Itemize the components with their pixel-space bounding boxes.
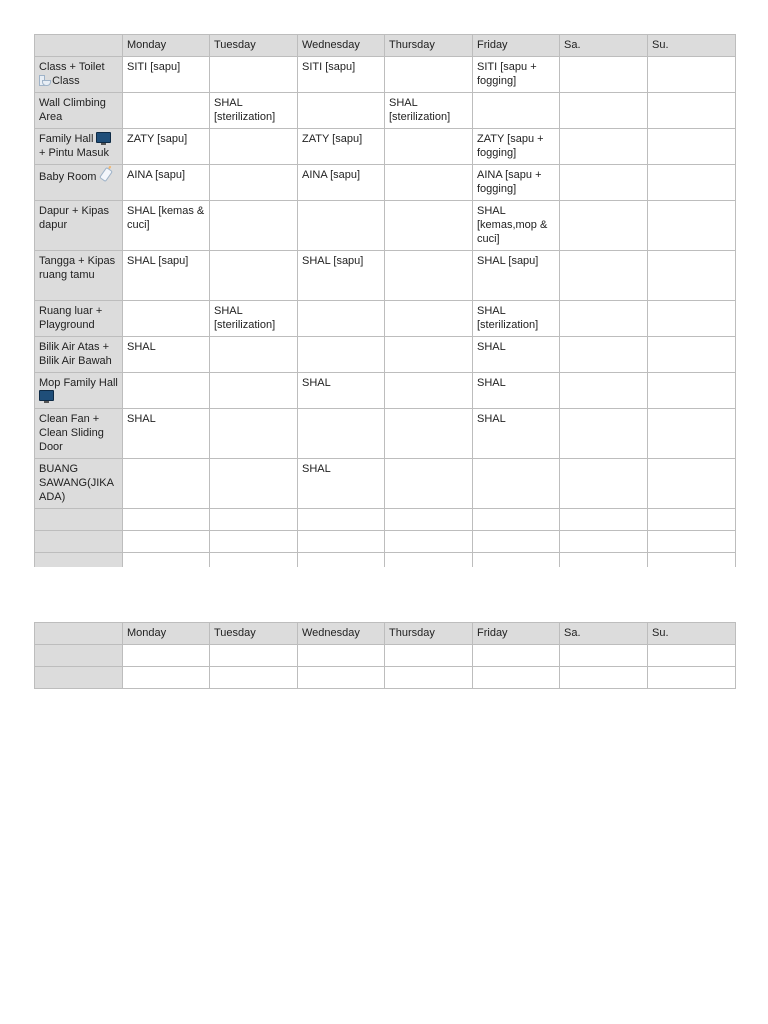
- table-cell[interactable]: [560, 301, 648, 337]
- row-label: Bilik Air Atas + Bilik Air Bawah: [39, 341, 112, 367]
- table-cell[interactable]: [473, 459, 560, 509]
- table-row: [35, 667, 736, 689]
- row-label-cell[interactable]: [35, 459, 123, 509]
- table-cell[interactable]: [210, 337, 298, 373]
- table-cell[interactable]: SHAL [kemas & cuci]: [123, 201, 210, 251]
- table-cell[interactable]: [298, 93, 385, 129]
- table-cell[interactable]: [385, 645, 473, 667]
- header-sunday[interactable]: Su.: [648, 623, 736, 645]
- table-cell[interactable]: [648, 459, 736, 509]
- header-tuesday[interactable]: Tuesday: [210, 623, 298, 645]
- table-cell[interactable]: [560, 57, 648, 93]
- table-cell[interactable]: [210, 409, 298, 459]
- row-label-suffix: Class: [52, 75, 80, 87]
- table-cell[interactable]: [385, 373, 473, 409]
- table-cell[interactable]: [298, 509, 385, 531]
- row-label-cell[interactable]: [35, 57, 123, 93]
- table-cell[interactable]: [210, 645, 298, 667]
- toilet-icon: [39, 75, 49, 86]
- row-label-cell[interactable]: [35, 667, 123, 689]
- row-label-cell[interactable]: [35, 373, 123, 409]
- tv-icon: [96, 132, 111, 143]
- header-wednesday[interactable]: Wednesday: [298, 623, 385, 645]
- row-label-suffix: + Pintu Masuk: [39, 147, 110, 159]
- row-label: Mop Family Hall: [39, 377, 118, 389]
- table-cell[interactable]: [648, 93, 736, 129]
- table-cell[interactable]: [210, 553, 298, 568]
- table-cell[interactable]: SHAL [sterilization]: [473, 301, 560, 337]
- table-row: [35, 337, 736, 373]
- table-cell[interactable]: [473, 531, 560, 553]
- table-cell[interactable]: SITI [sapu]: [123, 57, 210, 93]
- header-saturday[interactable]: Sa.: [560, 623, 648, 645]
- table-cell[interactable]: [123, 531, 210, 553]
- row-label-cell[interactable]: [35, 129, 123, 165]
- table-cell[interactable]: [385, 251, 473, 301]
- table-cell[interactable]: [473, 509, 560, 531]
- table-row: [35, 509, 736, 531]
- table-cell[interactable]: [123, 459, 210, 509]
- cleaning-schedule-table: [34, 34, 736, 567]
- table-cell[interactable]: SHAL: [123, 337, 210, 373]
- table-row: [35, 645, 736, 667]
- table-cell[interactable]: [648, 251, 736, 301]
- table-cell[interactable]: [385, 129, 473, 165]
- table-cell[interactable]: [385, 201, 473, 251]
- table-cell[interactable]: [648, 645, 736, 667]
- table-row: [35, 251, 736, 301]
- table-cell[interactable]: SHAL [sapu]: [123, 251, 210, 301]
- table-cell[interactable]: [298, 667, 385, 689]
- table-cell[interactable]: [560, 129, 648, 165]
- table-cell[interactable]: [473, 645, 560, 667]
- table-cell[interactable]: [385, 57, 473, 93]
- table-cell[interactable]: [473, 667, 560, 689]
- header-wednesday[interactable]: Wednesday: [298, 35, 385, 57]
- row-label-cell[interactable]: [35, 93, 123, 129]
- table-cell[interactable]: [648, 337, 736, 373]
- table-cell[interactable]: ZATY [sapu]: [298, 129, 385, 165]
- table-cell[interactable]: [385, 165, 473, 201]
- table-cell[interactable]: [473, 553, 560, 568]
- table-cell[interactable]: [210, 129, 298, 165]
- table-cell[interactable]: [560, 553, 648, 568]
- table-cell[interactable]: [123, 301, 210, 337]
- table-cell[interactable]: [210, 531, 298, 553]
- table-row: [35, 201, 736, 251]
- header-corner[interactable]: [35, 35, 123, 57]
- header-friday[interactable]: Friday: [473, 623, 560, 645]
- header-saturday[interactable]: Sa.: [560, 35, 648, 57]
- table-cell[interactable]: [560, 373, 648, 409]
- table-cell[interactable]: [560, 165, 648, 201]
- table-cell[interactable]: [298, 553, 385, 568]
- row-label-cell[interactable]: [35, 337, 123, 373]
- table-cell[interactable]: [648, 531, 736, 553]
- table-cell[interactable]: [648, 373, 736, 409]
- table-cell[interactable]: AINA [sapu]: [123, 165, 210, 201]
- row-label-cell[interactable]: [35, 645, 123, 667]
- row-label-cell[interactable]: [35, 251, 123, 301]
- table-row: [35, 409, 736, 459]
- header-row: [35, 35, 736, 57]
- header-monday[interactable]: Monday: [123, 623, 210, 645]
- table-cell[interactable]: ZATY [sapu + fogging]: [473, 129, 560, 165]
- table-cell[interactable]: [648, 201, 736, 251]
- table-cell[interactable]: [560, 459, 648, 509]
- header-friday[interactable]: Friday: [473, 35, 560, 57]
- row-label: Class + Toilet: [39, 61, 105, 73]
- table-cell[interactable]: [210, 251, 298, 301]
- row-label-cell[interactable]: [35, 409, 123, 459]
- row-label: BUANG SAWANG(JIKA ADA): [39, 463, 114, 503]
- table-cell[interactable]: [648, 509, 736, 531]
- row-label-cell[interactable]: [35, 531, 123, 553]
- table-cell[interactable]: SITI [sapu + fogging]: [473, 57, 560, 93]
- row-label: Baby Room: [39, 171, 97, 183]
- table-cell[interactable]: [385, 459, 473, 509]
- table-cell[interactable]: [385, 337, 473, 373]
- table-cell[interactable]: [123, 509, 210, 531]
- table-cell[interactable]: [385, 409, 473, 459]
- row-label-cell[interactable]: [35, 165, 123, 201]
- table-cell[interactable]: [560, 531, 648, 553]
- table-cell[interactable]: [648, 129, 736, 165]
- table-cell[interactable]: [298, 645, 385, 667]
- table-cell[interactable]: [560, 93, 648, 129]
- table-row: [35, 57, 736, 93]
- table-cell[interactable]: [210, 57, 298, 93]
- table-cell[interactable]: SHAL: [298, 459, 385, 509]
- table-row: [35, 459, 736, 509]
- header-corner[interactable]: [35, 623, 123, 645]
- table-cell[interactable]: [123, 645, 210, 667]
- table-cell[interactable]: [123, 553, 210, 568]
- table-cell[interactable]: SHAL: [473, 409, 560, 459]
- table-cell[interactable]: [560, 645, 648, 667]
- table-cell[interactable]: [123, 373, 210, 409]
- table-cell[interactable]: [560, 337, 648, 373]
- table-cell[interactable]: [298, 409, 385, 459]
- row-label: Clean Fan + Clean Sliding Door: [39, 413, 104, 453]
- table-cell[interactable]: [648, 553, 736, 568]
- table-cell[interactable]: [560, 201, 648, 251]
- table-cell[interactable]: [385, 531, 473, 553]
- table-cell[interactable]: SHAL [sapu]: [298, 251, 385, 301]
- row-label: Tangga + Kipas ruang tamu: [39, 255, 116, 281]
- row-label: Wall Climbing Area: [39, 97, 106, 123]
- row-label: Ruang luar + Playground: [39, 305, 103, 331]
- blank-schedule-table: [34, 622, 736, 689]
- table-cell[interactable]: [210, 201, 298, 251]
- table-cell[interactable]: [210, 373, 298, 409]
- table-cell[interactable]: [123, 667, 210, 689]
- table-cell[interactable]: [560, 251, 648, 301]
- table-cell[interactable]: [123, 93, 210, 129]
- table-row: [35, 373, 736, 409]
- table-cell[interactable]: [385, 301, 473, 337]
- table-row: [35, 93, 736, 129]
- table-row: [35, 165, 736, 201]
- table-cell[interactable]: [385, 667, 473, 689]
- header-thursday[interactable]: Thursday: [385, 623, 473, 645]
- table-cell[interactable]: SHAL [sterilization]: [210, 301, 298, 337]
- row-label: Dapur + Kipas dapur: [39, 205, 110, 231]
- table-row: [35, 129, 736, 165]
- table-cell[interactable]: SHAL [sterilization]: [385, 93, 473, 129]
- table-cell[interactable]: [298, 201, 385, 251]
- table-cell[interactable]: [473, 93, 560, 129]
- table-cell[interactable]: [298, 301, 385, 337]
- header-monday[interactable]: Monday: [123, 35, 210, 57]
- row-label: Family Hall: [39, 133, 94, 145]
- table-cell[interactable]: SHAL [sapu]: [473, 251, 560, 301]
- table-cell[interactable]: SHAL [kemas,mop & cuci]: [473, 201, 560, 251]
- baby-bottle-icon: [99, 167, 113, 182]
- table-cell[interactable]: [210, 459, 298, 509]
- table-cell[interactable]: AINA [sapu]: [298, 165, 385, 201]
- table-cell[interactable]: [648, 301, 736, 337]
- table-cell[interactable]: [560, 409, 648, 459]
- table-cell[interactable]: [385, 509, 473, 531]
- table-cell[interactable]: [210, 667, 298, 689]
- table-cell[interactable]: SHAL: [123, 409, 210, 459]
- table-cell[interactable]: ZATY [sapu]: [123, 129, 210, 165]
- row-label-cell[interactable]: [35, 301, 123, 337]
- table-cell[interactable]: [210, 509, 298, 531]
- table-cell[interactable]: [298, 531, 385, 553]
- table-cell[interactable]: [648, 165, 736, 201]
- table-cell[interactable]: [560, 667, 648, 689]
- header-thursday[interactable]: Thursday: [385, 35, 473, 57]
- table-cell[interactable]: [648, 409, 736, 459]
- row-label-cell[interactable]: [35, 553, 123, 568]
- table-cell[interactable]: [385, 553, 473, 568]
- tv-icon: [39, 390, 54, 401]
- table-cell[interactable]: [210, 165, 298, 201]
- table-cell[interactable]: SHAL: [473, 373, 560, 409]
- header-row: [35, 623, 736, 645]
- row-label-cell[interactable]: [35, 509, 123, 531]
- table-row: [35, 531, 736, 553]
- table-cell[interactable]: [298, 337, 385, 373]
- table-cell[interactable]: [648, 667, 736, 689]
- table-cell[interactable]: AINA [sapu + fogging]: [473, 165, 560, 201]
- row-label-cell[interactable]: [35, 201, 123, 251]
- table-row: [35, 553, 736, 568]
- table-cell[interactable]: SITI [sapu]: [298, 57, 385, 93]
- table-cell[interactable]: [560, 509, 648, 531]
- table-row: [35, 301, 736, 337]
- table-cell[interactable]: SHAL [sterilization]: [210, 93, 298, 129]
- table-cell[interactable]: SHAL: [473, 337, 560, 373]
- table-cell[interactable]: SHAL: [298, 373, 385, 409]
- header-sunday[interactable]: Su.: [648, 35, 736, 57]
- header-tuesday[interactable]: Tuesday: [210, 35, 298, 57]
- table-cell[interactable]: [648, 57, 736, 93]
